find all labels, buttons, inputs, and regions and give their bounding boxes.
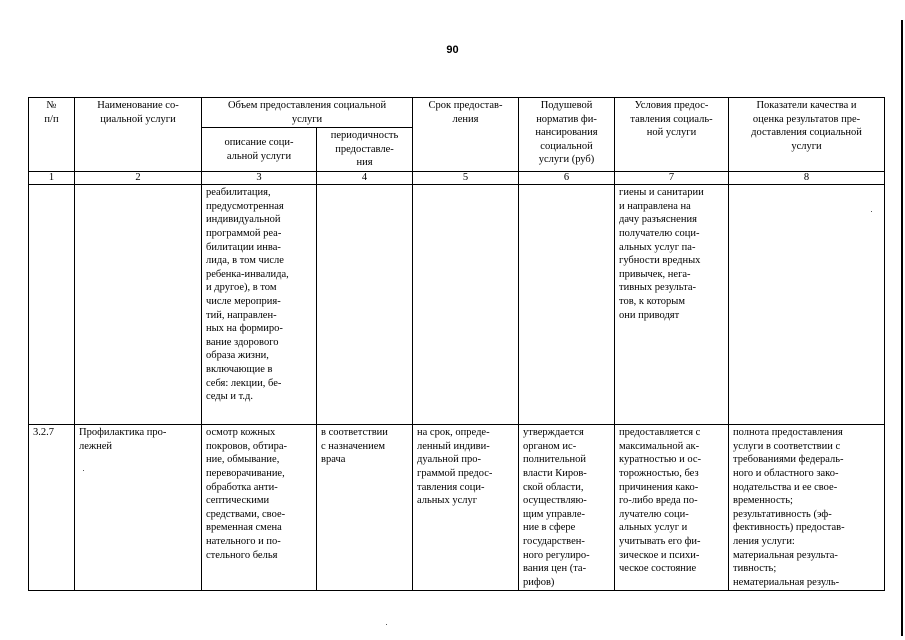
header-service-name: Наименование со- циальной услуги: [75, 98, 202, 172]
column-number: 5: [413, 172, 519, 185]
service-quality: [729, 185, 885, 425]
column-number: 6: [519, 172, 615, 185]
social-services-table: [28, 97, 885, 591]
service-periodicity: в соответствии с назначением врача: [317, 425, 413, 591]
header-volume-group: Объем предоставления социальной услуги: [202, 98, 413, 128]
page-edge-rule: [901, 20, 903, 636]
table-row: [29, 185, 885, 425]
service-conditions: гиены и санитарии и направлена на дачу разъяснения получателю соци- альных услуг па- губности вредных привычек, нега- тивных результа- тов, к которым они приводят: [615, 185, 729, 425]
column-number: 3: [202, 172, 317, 185]
column-number: 1: [29, 172, 75, 185]
service-conditions: предоставляется с максимальной ак- куратностью и ос- торожностью, без причинения како- го-либо вреда по- лучателю соци- альных услуг и учитывать его фи- зическое и психи- ческое состояние: [615, 425, 729, 591]
service-term: [413, 185, 519, 425]
column-number: 2: [75, 172, 202, 185]
row-number: 3.2.7: [29, 425, 75, 591]
table-row: [29, 425, 885, 591]
service-term: на срок, опреде- ленный индиви- дуальной про- граммой предос- тавления соци- альных услуг: [413, 425, 519, 591]
header-normative: Подушевой норматив фи- нансирования социальной услуги (руб): [519, 98, 615, 172]
header-term: Срок предостав- ления: [413, 98, 519, 172]
service-quality: полнота предоставления услуги в соответствии с требованиями федераль- ного и областного зако- нодательства и ее свое- временность; результативность (эф- фективность) предостав- ления услуги: материальная результа- тивность; нематериальная резуль-: [729, 425, 885, 591]
service-description: реабилитация, предусмотренная индивидуальной программой реа- билитации инва- лида, в том числе ребенка-инвалида, и другое), в том числе мероприя- тий, направлен- ных на формиро- вание здорового образа жизни, включающие в себя: лекции, бе- седы и т.д.: [202, 185, 317, 425]
header-description: описание соци- альной услуги: [202, 128, 317, 172]
service-periodicity: [317, 185, 413, 425]
header-number: № п/п: [29, 98, 75, 172]
row-number: [29, 185, 75, 425]
column-number: 8: [729, 172, 885, 185]
header-periodicity: периодичность предоставле- ния: [317, 128, 413, 172]
column-number: 7: [615, 172, 729, 185]
column-number: 4: [317, 172, 413, 185]
service-name: Профилактика про- лежней: [75, 425, 202, 591]
header-conditions: Условия предос- тавления социаль- ной услуги: [615, 98, 729, 172]
service-name: [75, 185, 202, 425]
service-normative: [519, 185, 615, 425]
page-number: 90: [446, 44, 459, 56]
service-description: осмотр кожных покровов, обтира- ние, обмывание, переворачивание, обработка анти- септическими средствами, свое- временная смена нательного и по- стельного белья: [202, 425, 317, 591]
column-numbers-row: [29, 172, 885, 185]
scan-speck: [386, 624, 387, 625]
header-quality: Показатели качества и оценка результатов пре- доставления социальной услуги: [729, 98, 885, 172]
service-normative: утверждается органом ис- полнительной власти Киров- ской области, осуществляю- щим управле- ние в сфере государствен- ного регулиро- вания цен (та- рифов): [519, 425, 615, 591]
